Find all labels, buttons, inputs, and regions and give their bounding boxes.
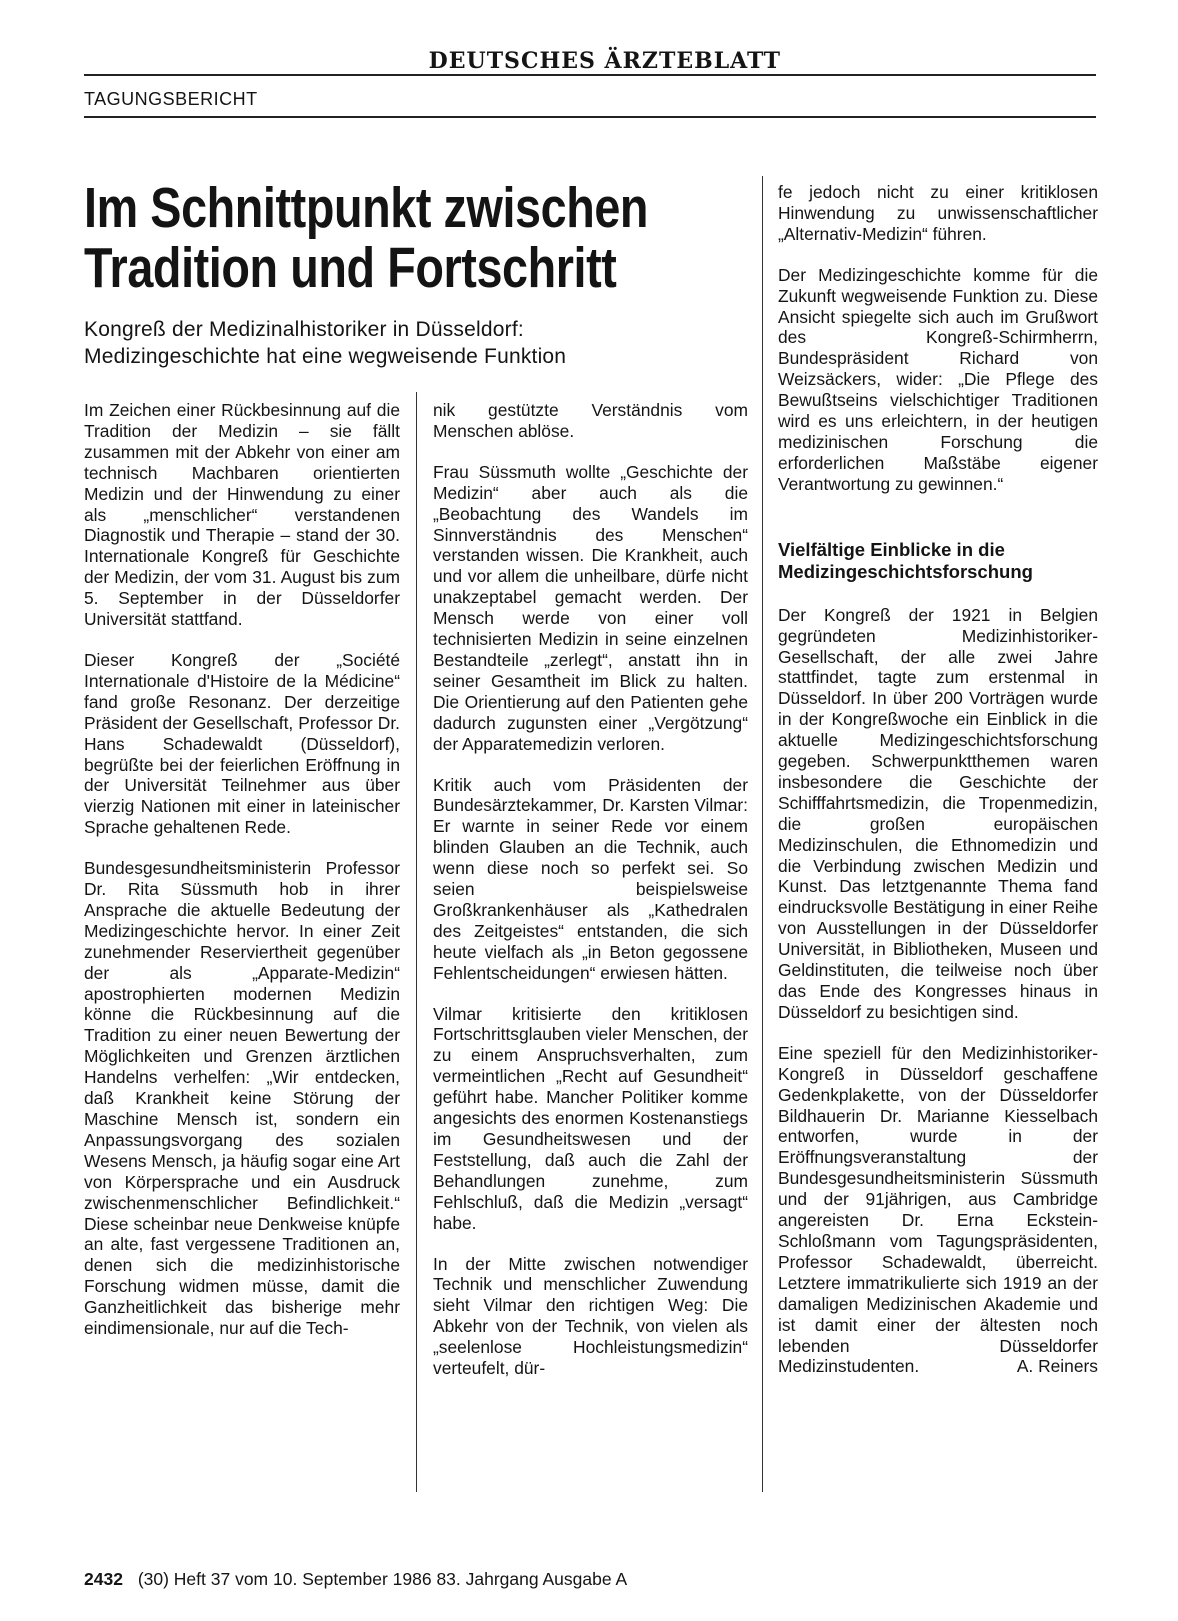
paragraph: Der Kongreß der 1921 in Belgien gegründeten Medizinhistoriker-Gesellschaft, der alle zwei Jahre stattfindet, tagte zum erstenmal in Düsseldorf. In über 200 Vorträgen wurde in der Kongreßwoche ein Einblick in die aktuelle Medizingeschichtsforschung gegeben. Schwerpunktthemen waren insbesondere die Geschichte der Schifffahrtsmedizin, die Tropenmedizin, die großen europäischen Medizinschulen, die Ethnomedizin und die Verbindung zwischen Medizin und Kunst. Das letztgenannte Thema fand eindrucksvolle Bestätigung in einer Reihe von Ausstellungen in der Düsseldorfer Universität, in Bibliotheken, Museen und Geldinstituten, die teilweise noch über das Ende des Kongresses hinaus in Düsseldorf zu besichtigen sind. <box>778 604 1098 1022</box>
paragraph: In der Mitte zwischen notwendiger Technik und menschlicher Zuwendung sieht Vilmar den richtigen Weg: Die Abkehr von der Technik, von vielen als „seelenlose Hochleistungsmedizin“ verteufelt, dür- <box>433 1253 748 1379</box>
article-subtitle <box>84 316 744 370</box>
paragraph: fe jedoch nicht zu einer kritiklosen Hinwendung zu unwissenschaftlicher „Alternativ-Medizin“ führen. <box>778 182 1098 244</box>
masthead <box>84 48 1096 76</box>
page-number: 2432 <box>84 1569 123 1589</box>
masthead-title: DEUTSCHES ÄRZTEBLATT <box>428 48 781 74</box>
column-divider-1 <box>416 392 417 1492</box>
article-column-1 <box>84 400 400 1339</box>
subtitle-line-1: Kongreß der Medizinalhistoriker in Düsseldorf: <box>84 318 524 341</box>
article-headline <box>84 176 649 300</box>
section-subheading: Vielfältige Einblicke in die Medizingeschichtsforschung <box>778 538 1033 582</box>
article-column-2 <box>433 400 748 1379</box>
headline-line-2: Tradition und Fortschritt <box>84 236 617 300</box>
paragraph: Im Zeichen einer Rückbesinnung auf die Tradition der Medizin – sie fällt zusammen mit der Abkehr von einer am technisch Machbaren orientierten Medizin und der Hinwendung zu einer als „menschlicher“ verstandenen Diagnostik und Therapie – stand der 30. Internationale Kongreß für Geschichte der Medizin, der vom 31. August bis zum 5. September in der Düsseldorfer Universität stattfand. <box>84 400 400 630</box>
page-footer <box>84 1568 627 1590</box>
paragraph: Vilmar kritisierte den kritiklosen Fortschrittsglauben vieler Menschen, der zu einem Anspruchsverhalten, zum vermeintlichen „Recht auf Gesundheit“ geführt habe. Mancher Politiker komme angesichts des enormen Kostenanstiegs im Gesundheitswesen und der Feststellung, daß auch die Zahl der Behandlungen zunehme, zum Fehlschluß, daß die Medizin „versagt“ habe. <box>433 1003 748 1233</box>
author-signature: A. Reiners <box>1016 1356 1098 1377</box>
paragraph: nik gestützte Verständnis vom Menschen ablöse. <box>433 400 748 441</box>
headline-line-1: Im Schnittpunkt zwischen <box>84 176 649 240</box>
paragraph-final <box>778 1043 1098 1378</box>
issue-info: (30) Heft 37 vom 10. September 1986 83. Jahrgang Ausgabe A <box>137 1569 628 1589</box>
paragraph: Kritik auch vom Präsidenten der Bundesärztekammer, Dr. Karsten Vilmar: Er warnte in seiner Rede vor einem blinden Glauben an die Technik, auch wenn diese noch so perfekt sei. So seien beispielsweise Großkrankenhäuser als „Kathedralen des Zeitgeistes“ entstanden, die sich heute vielfach als „in Beton gegossene Fehlentscheidungen“ erwiesen hätten. <box>433 774 748 983</box>
column-divider-2 <box>762 176 763 1492</box>
paragraph: Dieser Kongreß der „Société Internationale d'Histoire de la Médicine“ fand große Resonanz. Der derzeitige Präsident der Gesellschaft, Professor Dr. Hans Schadewaldt (Düsseldorf), begrüßte bei der feierlichen Eröffnung in der Universität Teilnehmer aus über vierzig Nationen mit einer in lateinischer Sprache gehaltenen Rede. <box>84 649 400 838</box>
paragraph: Der Medizingeschichte komme für die Zukunft wegweisende Funktion zu. Diese Ansicht spiegelte sich auch im Grußwort des Kongreß-Schirmherrn, Bundespräsident Richard von Weizsäckers, wider: „Die Pflege des Bewußtseins vielschichtiger Traditionen wird es uns erleichtern, in der heutigen medizinischen Forschung die erforderlichen Maßstäbe eigener Verantwortung zu gewinnen.“ <box>778 264 1098 494</box>
paragraph: Frau Süssmuth wollte „Geschichte der Medizin“ aber auch als die „Beobachtung des Wandels im Sinnverständnis des Menschen“ verstanden wissen. Die Krankheit, auch und vor allem die unheilbare, dürfe nicht unakzeptabel gemacht werden. Der Mensch werde von einer voll technisierten Medizin in seine einzelnen Bestandteile „zerlegt“, anstatt ihn in seiner Gesamtheit im Blick zu halten. Die Orientierung auf den Patienten gehe dadurch zugunsten einer „Vergötzung“ der Apparatemedizin verloren. <box>433 461 748 754</box>
article-column-3 <box>778 182 1098 1377</box>
paragraph-text: Eine speziell für den Medizinhistoriker-Kongreß in Düsseldorf geschaffene Gedenkplakette, von der Düsseldorfer Bildhauerin Dr. Marianne Kiesselbach entworfen, wurde in der Eröffnungsveranstaltung der Bundesgesundheitsministerin Süssmuth und der 91jährigen, aus Cambridge angereisten Dr. Erna Eckstein-Schloßmann vom Tagungspräsidenten, Professor Schadewaldt, überreicht. Letztere immatrikulierte sich 1919 an der damaligen Medizinischen Akademie und ist damit einer der ältesten noch lebenden Düsseldorfer Medizinstudenten. <box>778 1042 1098 1377</box>
subtitle-line-2: Medizingeschichte hat eine wegweisende Funktion <box>84 345 567 368</box>
paragraph: Bundesgesundheitsministerin Professor Dr. Rita Süssmuth hob in ihrer Ansprache die aktuelle Bedeutung der Medizingeschichte hervor. In einer Zeit zunehmender Reserviertheit gegenüber der als „Apparate-Medizin“ apostrophierten modernen Medizin könne die Rückbesinnung auf die Tradition zu einer neuen Bewertung der Möglichkeiten und Grenzen ärztlichen Handelns verhelfen: „Wir entdecken, daß Krankheit keine Störung der Maschine Mensch ist, sondern ein Anpassungsvorgang des sozialen Wesens Mensch, ja häufig sogar eine Art von Körpersprache und ein Ausdruck zwischenmenschlicher Befindlichkeit.“ Diese scheinbar neue Denkweise knüpfe an alte, fast vergessene Traditionen an, denen sich die medizinhistorische Forschung widmen müsse, damit die Ganzheitlichkeit das bisherige mehr eindimensionale, nur auf die Tech- <box>84 858 400 1339</box>
section-rubric: TAGUNGSBERICHT <box>84 88 1096 118</box>
